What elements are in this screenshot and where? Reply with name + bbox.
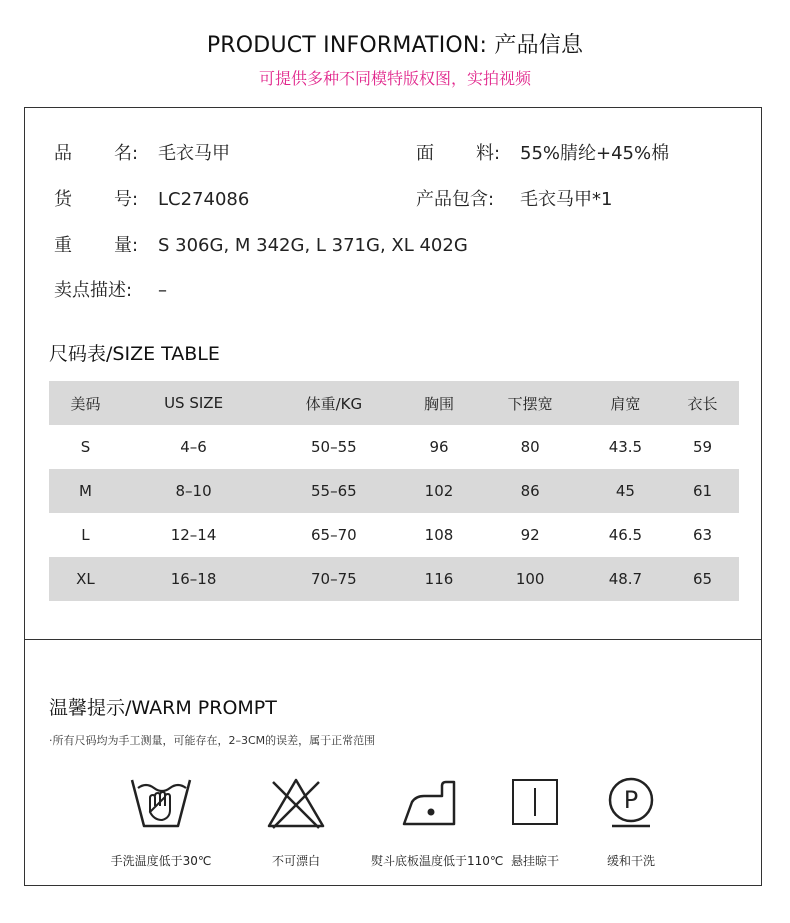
line-dry-icon — [502, 774, 568, 830]
contents-value: 毛衣马甲*1 — [520, 189, 613, 210]
table-cell: 96 — [429, 438, 449, 456]
desc-value: – — [158, 280, 167, 301]
table-cell: 100 — [515, 570, 545, 588]
fabric-value: 55%腈纶+45%棉 — [520, 143, 670, 164]
contents-label: 产品包含: — [416, 189, 495, 210]
care-item-dry-clean — [571, 774, 691, 869]
table-cell: 55–65 — [311, 482, 357, 500]
care-label: 悬挂晾干 — [510, 854, 559, 868]
table-row — [49, 469, 739, 513]
name-value: 毛衣马甲 — [158, 143, 230, 164]
info-row-fabric — [416, 139, 669, 165]
size-table-title: 尺码表/SIZE TABLE — [49, 343, 220, 365]
care-item-no-bleach — [236, 774, 356, 869]
table-cell: 70–75 — [311, 570, 357, 588]
dry-clean-p-icon — [598, 774, 664, 830]
table-cell: 116 — [424, 570, 454, 588]
section-divider — [25, 639, 761, 640]
table-cell: 86 — [520, 482, 540, 500]
table-cell: L — [81, 526, 90, 544]
size-table — [49, 381, 739, 601]
table-cell: M — [78, 482, 92, 500]
info-row-sku — [54, 185, 249, 211]
iron-icon — [398, 774, 464, 830]
sku-value: LC274086 — [158, 189, 250, 210]
warm-prompt-title: 温馨提示/WARM PROMPT — [49, 697, 277, 719]
table-cell: 59 — [692, 438, 713, 456]
header-cell: US SIZE — [164, 394, 224, 412]
info-row-weight — [54, 231, 468, 257]
product-info-box — [24, 107, 762, 886]
header-cell: 体重/KG — [305, 394, 363, 413]
table-cell: 61 — [692, 482, 713, 500]
fabric-label: 面 料: — [416, 143, 501, 164]
care-label: 手洗温度低于30℃ — [110, 854, 212, 868]
table-cell: 50–55 — [311, 438, 357, 456]
measurement-note: ·所有尺码均为手工测量，可能存在，2–3CM的误差，属于正常范围 — [49, 734, 376, 747]
table-cell: 8–10 — [175, 482, 212, 500]
no-bleach-icon — [263, 774, 329, 830]
table-cell: 108 — [424, 526, 454, 544]
table-cell: 65 — [692, 570, 713, 588]
table-cell: 16–18 — [170, 570, 217, 588]
table-cell: 92 — [520, 526, 540, 544]
table-cell: 46.5 — [608, 526, 643, 544]
info-row-desc — [54, 276, 167, 302]
weight-value: S 306G, M 342G, L 371G, XL 402G — [158, 235, 468, 256]
table-cell: 45 — [615, 482, 635, 500]
size-table-header-row — [49, 381, 739, 425]
page-subtitle: 可提供多种不同模特版权图，实拍视频 — [258, 69, 531, 88]
info-row-name — [54, 139, 230, 165]
care-label: 缓和干洗 — [606, 854, 655, 868]
table-cell: 48.7 — [608, 570, 643, 588]
svg-text:P: P — [623, 786, 639, 814]
header-cell: 美码 — [70, 394, 101, 413]
table-cell: 102 — [424, 482, 454, 500]
sku-label: 货 号: — [54, 189, 139, 210]
table-cell: 63 — [692, 526, 713, 544]
care-item-iron — [371, 774, 504, 869]
header-cell: 下摆宽 — [507, 394, 553, 413]
info-row-contents — [416, 185, 612, 211]
table-cell: 4–6 — [180, 438, 207, 456]
header-cell: 衣长 — [687, 394, 718, 413]
hand-wash-icon — [128, 774, 194, 830]
header-cell: 胸围 — [423, 394, 454, 413]
table-cell: 12–14 — [170, 526, 217, 544]
table-cell: S — [80, 438, 91, 456]
care-label: 熨斗底板温度低于110℃ — [371, 854, 504, 868]
table-cell: 65–70 — [311, 526, 357, 544]
name-label: 品 名: — [54, 143, 139, 164]
table-row — [49, 557, 739, 601]
weight-label: 重 量: — [54, 235, 139, 256]
care-label: 不可漂白 — [271, 854, 320, 868]
table-cell: 80 — [520, 438, 540, 456]
table-row — [49, 513, 739, 557]
table-cell: 43.5 — [608, 438, 643, 456]
table-cell: XL — [76, 570, 95, 588]
page-title: PRODUCT INFORMATION: 产品信息 — [206, 33, 584, 58]
table-row — [49, 425, 739, 469]
header-cell: 肩宽 — [610, 394, 641, 413]
desc-label: 卖点描述: — [54, 280, 133, 301]
care-item-hand-wash — [101, 774, 221, 869]
